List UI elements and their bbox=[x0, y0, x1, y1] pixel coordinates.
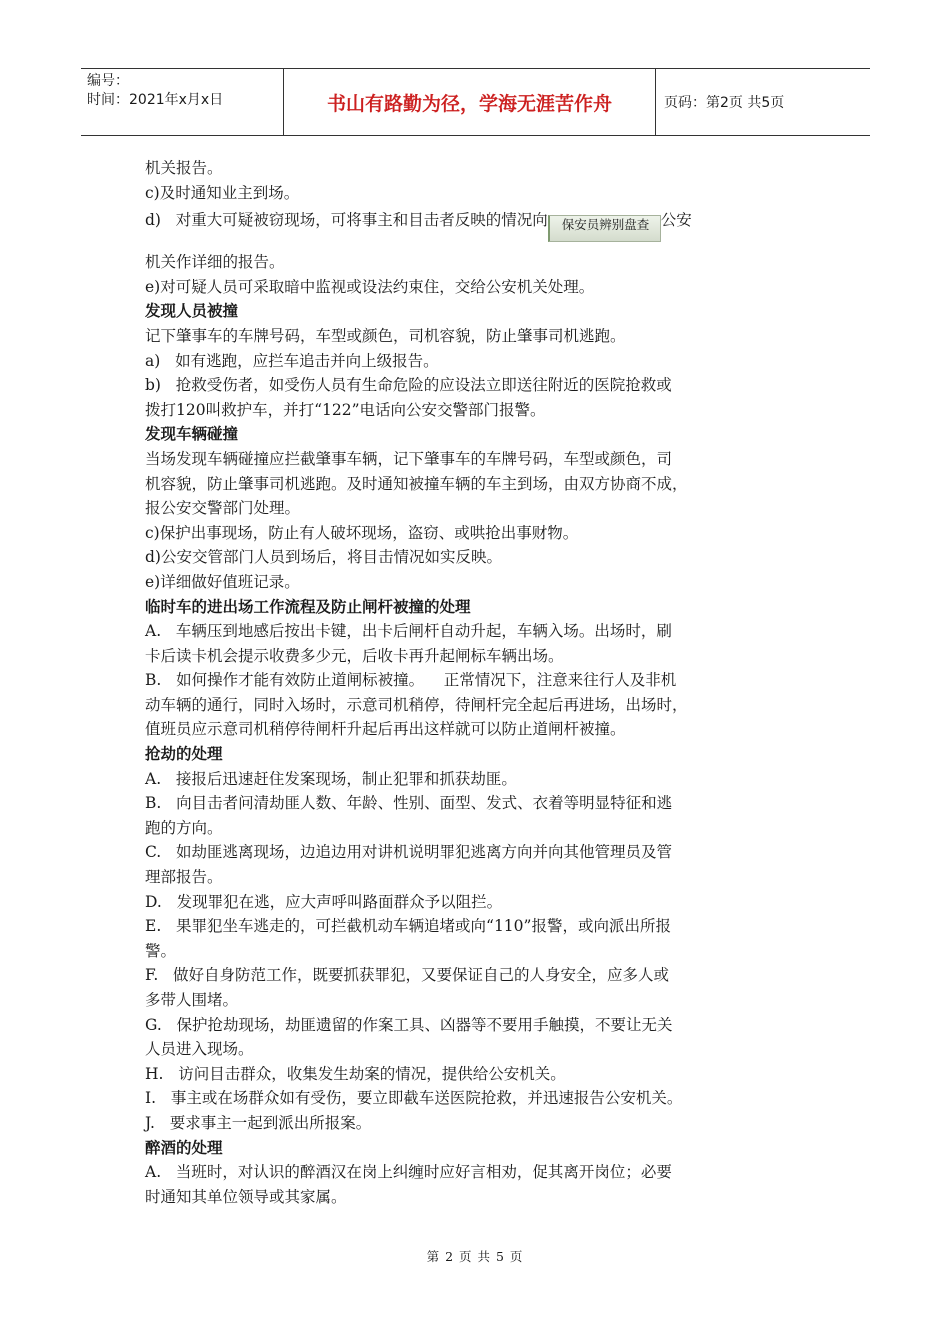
body-line: F. 做好自身防范工作，既要抓获罪犯，又要保证自己的人身安全，应多人或 bbox=[145, 966, 670, 985]
body-line: 时通知其单位领导或其家属。 bbox=[145, 1187, 347, 1206]
body-line: 人员进入现场。 bbox=[145, 1040, 254, 1059]
section-heading: 醉酒的处理 bbox=[145, 1138, 223, 1157]
body-line: 拨打120叫救护车，并打“122”电话向公安交警部门报警。 bbox=[145, 400, 546, 419]
body-line: 卡后读卡机会提示收费多少元，后收卡再升起闸标车辆出场。 bbox=[145, 646, 564, 665]
body-line: A. 接报后迅速赶住发案现场，制止犯罪和抓获劫匪。 bbox=[145, 769, 517, 788]
body-line: a) 如有逃跑，应拦车追击并向上级报告。 bbox=[145, 351, 439, 370]
body-line: C. 如劫匪逃离现场，边追边用对讲机说明罪犯逃离方向并向其他管理员及管 bbox=[145, 843, 673, 862]
section-heading: 抢劫的处理 bbox=[145, 745, 223, 764]
body-line: B. 如何操作才能有效防止道闸标被撞。 正常情况下，注意来往行人及非机 bbox=[145, 671, 677, 690]
document-date: 时间：2021年x月x日 bbox=[87, 92, 224, 108]
body-line: 多带人围堵。 bbox=[145, 991, 239, 1009]
body-line: 机关作详细的报告。 bbox=[145, 253, 285, 272]
body-line: G. 保护抢劫现场，劫匪遗留的作案工具、凶器等不要用手触摸，不要让无关 bbox=[145, 1015, 673, 1034]
body-line: I. 事主或在场群众如有受伤，要立即截车送医院抢救，并迅速报告公安机关。 bbox=[145, 1089, 683, 1108]
inline-keyword-tag[interactable]: 保安员辨别盘查 bbox=[548, 215, 661, 242]
body-line: 机容貌，防止肇事司机逃跑。及时通知被撞车辆的车主到场，由双方协商不成， bbox=[145, 474, 688, 493]
body-line: A. 当班时，对认识的醉酒汉在岗上纠缠时应好言相劝，促其离开岗位；必要 bbox=[145, 1163, 672, 1182]
body-line: 报公安交警部门处理。 bbox=[145, 499, 301, 518]
body-line: J. 要求事主一起到派出所报案。 bbox=[145, 1113, 372, 1132]
body-line: 值班员应示意司机稍停待闸杆升起后再出这样就可以防止道闸杆被撞。 bbox=[145, 720, 626, 739]
body-line: c)及时通知业主到场。 bbox=[145, 183, 300, 202]
section-heading: 临时车的进出场工作流程及防止闸杆被撞的处理 bbox=[145, 597, 471, 616]
body-line: c)保护出事现场，防止有人破坏现场，盗窃、或哄抢出事财物。 bbox=[145, 523, 579, 542]
body-line: A. 车辆压到地感后按出卡键，出卡后闸杆自动升起，车辆入场。出场时，刷 bbox=[145, 622, 672, 641]
header-page-info: 页码：第2页 共5页 bbox=[664, 95, 785, 111]
body-line: 理部报告。 bbox=[145, 868, 223, 887]
body-line: 跑的方向。 bbox=[145, 818, 223, 837]
document-body bbox=[145, 156, 810, 1209]
body-line: H. 访问目击群众，收集发生劫案的情况，提供给公安机关。 bbox=[145, 1064, 566, 1083]
line-text: d) 对重大可疑被窃现场，可将事主和目击者反映的情况向 bbox=[145, 211, 548, 230]
header-meta bbox=[81, 69, 284, 135]
body-line: 记下肇事车的车牌号码，车型或颜色，司机容貌，防止肇事司机逃跑。 bbox=[145, 326, 626, 345]
paragraph-gap bbox=[145, 242, 810, 250]
body-line: 警。 bbox=[145, 941, 177, 960]
document-number-label: 编号： bbox=[87, 73, 129, 89]
line-text: 公安 bbox=[660, 211, 692, 230]
body-line: 当场发现车辆碰撞应拦截肇事车辆，记下肇事车的车牌号码，车型或颜色，司 bbox=[145, 449, 673, 468]
section-heading: 发现人员被撞 bbox=[145, 302, 239, 321]
section-heading: 发现车辆碰撞 bbox=[145, 425, 239, 444]
body-line: b) 抢救受伤者，如受伤人员有生命危险的应设法立即送往附近的医院抢救或 bbox=[145, 376, 672, 395]
body-line: B. 向目击者问清劫匪人数、年龄、性别、面型、发式、衣着等明显特征和逃 bbox=[145, 794, 673, 813]
body-line: E. 果罪犯坐车逃走的，可拦截机动车辆追堵或向“110”报警，或向派出所报 bbox=[145, 917, 671, 936]
header-motto: 书山有路勤为径，学海无涯苦作舟 bbox=[284, 69, 656, 135]
body-line: D. 发现罪犯在逃，应大声呼叫路面群众予以阻拦。 bbox=[145, 892, 503, 911]
body-line: e)对可疑人员可采取暗中监视或设法约束住，交给公安机关处理。 bbox=[145, 277, 595, 296]
body-line: d)公安交管部门人员到场后，将目击情况如实反映。 bbox=[145, 548, 502, 567]
body-line: 机关报告。 bbox=[145, 159, 223, 177]
page-header bbox=[81, 68, 870, 136]
page-footer: 第 2 页 共 5 页 bbox=[426, 1249, 524, 1264]
body-line: 动车辆的通行，同时入场时，示意司机稍停，待闸杆完全起后再进场，出场时， bbox=[145, 695, 688, 714]
body-line bbox=[145, 205, 810, 242]
body-line: e)详细做好值班记录。 bbox=[145, 572, 300, 591]
